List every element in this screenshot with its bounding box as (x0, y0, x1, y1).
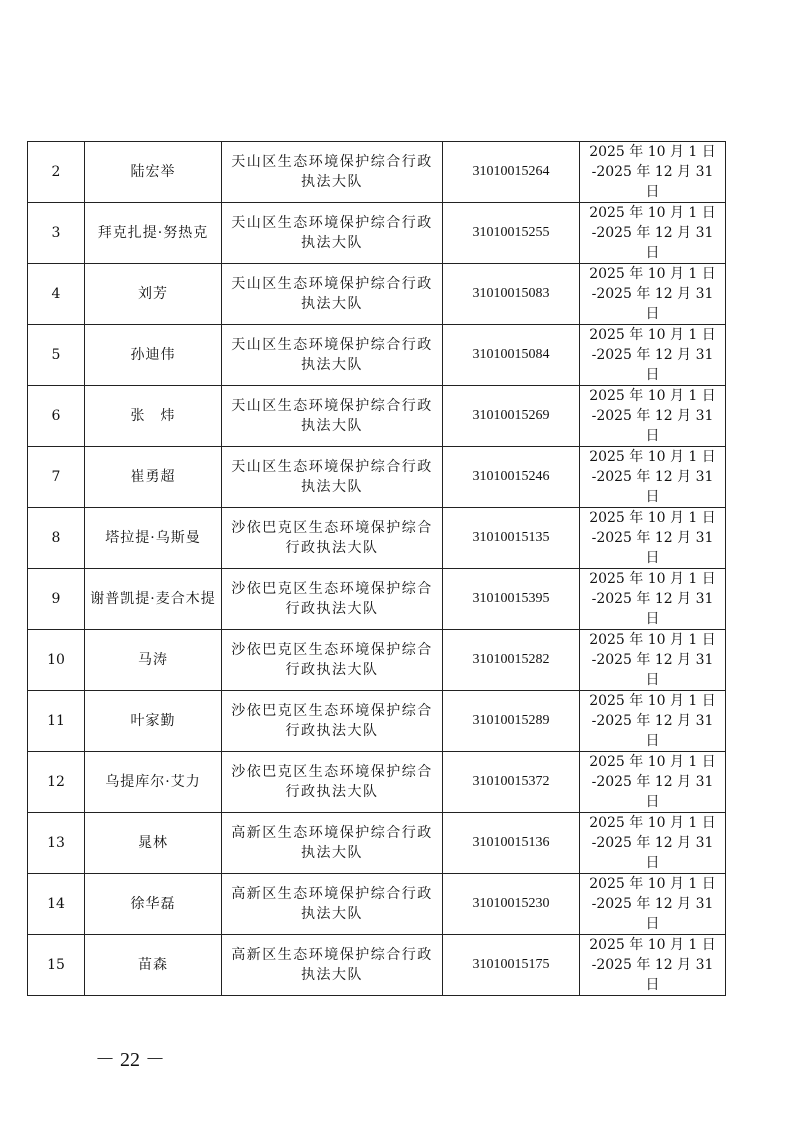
certificate-number-cert: 31010015395 (472, 591, 550, 606)
validity-period-period-end: -2025 年 12 月 31 日 (591, 469, 714, 505)
certificate-number-cert: 31010015372 (472, 774, 550, 789)
validity-period-period-start: 2025 年 10 月 1 日 (589, 937, 716, 953)
table-row (28, 813, 726, 874)
enforcement-unit (222, 752, 443, 813)
certificate-number (443, 935, 580, 996)
certificate-number (443, 691, 580, 752)
validity-period (580, 935, 726, 996)
officer-name-name: 马涛 (138, 652, 168, 668)
officer-name-name: 叶家勤 (130, 713, 176, 729)
page-number: － 22 － (95, 1049, 165, 1071)
officer-name-name: 苗森 (138, 957, 168, 973)
row-index-index: 2 (51, 164, 61, 180)
validity-period-period-start: 2025 年 10 月 1 日 (589, 754, 716, 770)
officer-name (85, 630, 222, 691)
table-row (28, 203, 726, 264)
validity-period-period-start: 2025 年 10 月 1 日 (589, 327, 716, 343)
validity-period-period-end: -2025 年 12 月 31 日 (591, 347, 714, 383)
row-index-index: 9 (51, 591, 61, 607)
row-index (28, 386, 85, 447)
officer-name-name: 拜克扎提·努热克 (97, 225, 209, 241)
certificate-number (443, 569, 580, 630)
officer-name (85, 508, 222, 569)
table-row (28, 630, 726, 691)
validity-period-period-end: -2025 年 12 月 31 日 (591, 225, 714, 261)
table-row (28, 142, 726, 203)
enforcement-unit (222, 447, 443, 508)
validity-period (580, 569, 726, 630)
certificate-number-cert: 31010015084 (472, 347, 550, 362)
certificate-number-cert: 31010015289 (472, 713, 550, 728)
validity-period-period-end: -2025 年 12 月 31 日 (591, 164, 714, 200)
validity-period-period-start: 2025 年 10 月 1 日 (589, 571, 716, 587)
table-row (28, 264, 726, 325)
enforcement-unit-unit: 沙依巴克区生态环境保护综合行政执法大队 (231, 520, 433, 556)
enforcement-unit-unit: 沙依巴克区生态环境保护综合行政执法大队 (231, 581, 433, 617)
enforcement-unit-unit: 天山区生态环境保护综合行政执法大队 (231, 337, 433, 373)
certificate-number-cert: 31010015246 (472, 469, 550, 484)
officer-name-name: 孙迪伟 (130, 347, 176, 363)
row-index-index: 3 (51, 225, 61, 241)
certificate-number (443, 508, 580, 569)
enforcement-unit-unit: 沙依巴克区生态环境保护综合行政执法大队 (231, 764, 433, 800)
certificate-number (443, 142, 580, 203)
row-index (28, 325, 85, 386)
enforcement-unit-unit: 天山区生态环境保护综合行政执法大队 (231, 459, 433, 495)
certificate-number (443, 447, 580, 508)
table-row (28, 752, 726, 813)
enforcement-unit-unit: 天山区生态环境保护综合行政执法大队 (231, 276, 433, 312)
table-row (28, 935, 726, 996)
enforcement-unit (222, 508, 443, 569)
enforcement-unit (222, 935, 443, 996)
officer-name (85, 752, 222, 813)
row-index-index: 7 (51, 469, 61, 485)
enforcement-unit (222, 630, 443, 691)
enforcement-unit-unit: 天山区生态环境保护综合行政执法大队 (231, 398, 433, 434)
validity-period-period-start: 2025 年 10 月 1 日 (589, 876, 716, 892)
validity-period (580, 203, 726, 264)
officer-name (85, 203, 222, 264)
officer-name (85, 325, 222, 386)
table-row (28, 447, 726, 508)
validity-period-period-end: -2025 年 12 月 31 日 (591, 713, 714, 749)
certificate-number-cert: 31010015136 (472, 835, 550, 850)
validity-period (580, 752, 726, 813)
row-index-index: 8 (51, 530, 61, 546)
row-index (28, 142, 85, 203)
certificate-number (443, 325, 580, 386)
enforcement-officer-table (27, 141, 726, 996)
enforcement-unit (222, 813, 443, 874)
row-index-index: 12 (47, 774, 65, 790)
row-index-index: 13 (47, 835, 65, 851)
validity-period (580, 386, 726, 447)
officer-name (85, 447, 222, 508)
validity-period-period-end: -2025 年 12 月 31 日 (591, 408, 714, 444)
validity-period-period-start: 2025 年 10 月 1 日 (589, 266, 716, 282)
validity-period-period-end: -2025 年 12 月 31 日 (591, 896, 714, 932)
row-index-index: 11 (47, 713, 65, 729)
officer-name-name: 徐华磊 (130, 896, 176, 912)
row-index-index: 6 (51, 408, 61, 424)
officer-name (85, 386, 222, 447)
validity-period-period-end: -2025 年 12 月 31 日 (591, 286, 714, 322)
enforcement-unit-unit: 天山区生态环境保护综合行政执法大队 (231, 215, 433, 251)
validity-period (580, 264, 726, 325)
officer-name (85, 569, 222, 630)
enforcement-unit-unit: 沙依巴克区生态环境保护综合行政执法大队 (231, 703, 433, 739)
enforcement-unit-unit: 沙依巴克区生态环境保护综合行政执法大队 (231, 642, 433, 678)
validity-period-period-start: 2025 年 10 月 1 日 (589, 205, 716, 221)
validity-period (580, 508, 726, 569)
validity-period-period-end: -2025 年 12 月 31 日 (591, 591, 714, 627)
validity-period (580, 142, 726, 203)
table-row (28, 386, 726, 447)
validity-period-period-end: -2025 年 12 月 31 日 (591, 652, 714, 688)
row-index (28, 752, 85, 813)
certificate-number (443, 752, 580, 813)
enforcement-unit (222, 264, 443, 325)
certificate-number (443, 874, 580, 935)
row-index (28, 691, 85, 752)
officer-name-name: 乌提库尔·艾力 (105, 774, 201, 790)
officer-name (85, 813, 222, 874)
officer-name (85, 935, 222, 996)
validity-period-period-start: 2025 年 10 月 1 日 (589, 388, 716, 404)
row-index-index: 14 (47, 896, 65, 912)
certificate-number (443, 386, 580, 447)
officer-name (85, 142, 222, 203)
validity-period-period-end: -2025 年 12 月 31 日 (591, 530, 714, 566)
officer-name-name: 张 炜 (130, 408, 176, 424)
table-row (28, 874, 726, 935)
table-row (28, 569, 726, 630)
validity-period-period-start: 2025 年 10 月 1 日 (589, 449, 716, 465)
table-row (28, 508, 726, 569)
row-index-index: 15 (47, 957, 65, 973)
officer-name (85, 874, 222, 935)
table-body (28, 142, 726, 996)
enforcement-unit (222, 325, 443, 386)
officer-name-name: 刘芳 (138, 286, 168, 302)
certificate-number (443, 630, 580, 691)
validity-period-period-start: 2025 年 10 月 1 日 (589, 144, 716, 160)
validity-period (580, 325, 726, 386)
officer-name-name: 崔勇超 (130, 469, 176, 485)
row-index-index: 4 (51, 286, 61, 302)
table-row (28, 691, 726, 752)
officer-name-name: 陆宏举 (130, 164, 176, 180)
enforcement-unit (222, 691, 443, 752)
validity-period-period-start: 2025 年 10 月 1 日 (589, 510, 716, 526)
certificate-number-cert: 31010015083 (472, 286, 550, 301)
validity-period (580, 874, 726, 935)
certificate-number-cert: 31010015135 (472, 530, 550, 545)
validity-period-period-end: -2025 年 12 月 31 日 (591, 957, 714, 993)
enforcement-unit (222, 874, 443, 935)
officer-name-name: 谢普凯提·麦合木提 (90, 591, 216, 607)
validity-period-period-start: 2025 年 10 月 1 日 (589, 632, 716, 648)
row-index (28, 874, 85, 935)
certificate-number-cert: 31010015175 (472, 957, 550, 972)
row-index (28, 630, 85, 691)
validity-period-period-end: -2025 年 12 月 31 日 (591, 835, 714, 871)
enforcement-unit-unit: 高新区生态环境保护综合行政执法大队 (231, 886, 433, 922)
row-index-index: 10 (47, 652, 65, 668)
certificate-number-cert: 31010015282 (472, 652, 550, 667)
certificate-number (443, 203, 580, 264)
row-index (28, 447, 85, 508)
certificate-number-cert: 31010015264 (472, 164, 550, 179)
row-index (28, 264, 85, 325)
certificate-number-cert: 31010015230 (472, 896, 550, 911)
validity-period-period-start: 2025 年 10 月 1 日 (589, 815, 716, 831)
enforcement-unit (222, 142, 443, 203)
officer-name-name: 晁林 (138, 835, 168, 851)
validity-period (580, 630, 726, 691)
certificate-number (443, 813, 580, 874)
enforcement-unit (222, 569, 443, 630)
certificate-number-cert: 31010015269 (472, 408, 550, 423)
enforcement-unit-unit: 天山区生态环境保护综合行政执法大队 (231, 154, 433, 190)
certificate-number-cert: 31010015255 (472, 225, 550, 240)
certificate-number (443, 264, 580, 325)
enforcement-unit (222, 386, 443, 447)
row-index (28, 203, 85, 264)
enforcement-unit-unit: 高新区生态环境保护综合行政执法大队 (231, 825, 433, 861)
row-index (28, 935, 85, 996)
enforcement-unit (222, 203, 443, 264)
row-index (28, 508, 85, 569)
validity-period (580, 447, 726, 508)
enforcement-unit-unit: 高新区生态环境保护综合行政执法大队 (231, 947, 433, 983)
validity-period-period-end: -2025 年 12 月 31 日 (591, 774, 714, 810)
validity-period-period-start: 2025 年 10 月 1 日 (589, 693, 716, 709)
table-row (28, 325, 726, 386)
officer-name (85, 691, 222, 752)
validity-period (580, 691, 726, 752)
row-index (28, 813, 85, 874)
row-index (28, 569, 85, 630)
validity-period (580, 813, 726, 874)
officer-name-name: 塔拉提·乌斯曼 (105, 530, 201, 546)
row-index-index: 5 (51, 347, 61, 363)
officer-name (85, 264, 222, 325)
